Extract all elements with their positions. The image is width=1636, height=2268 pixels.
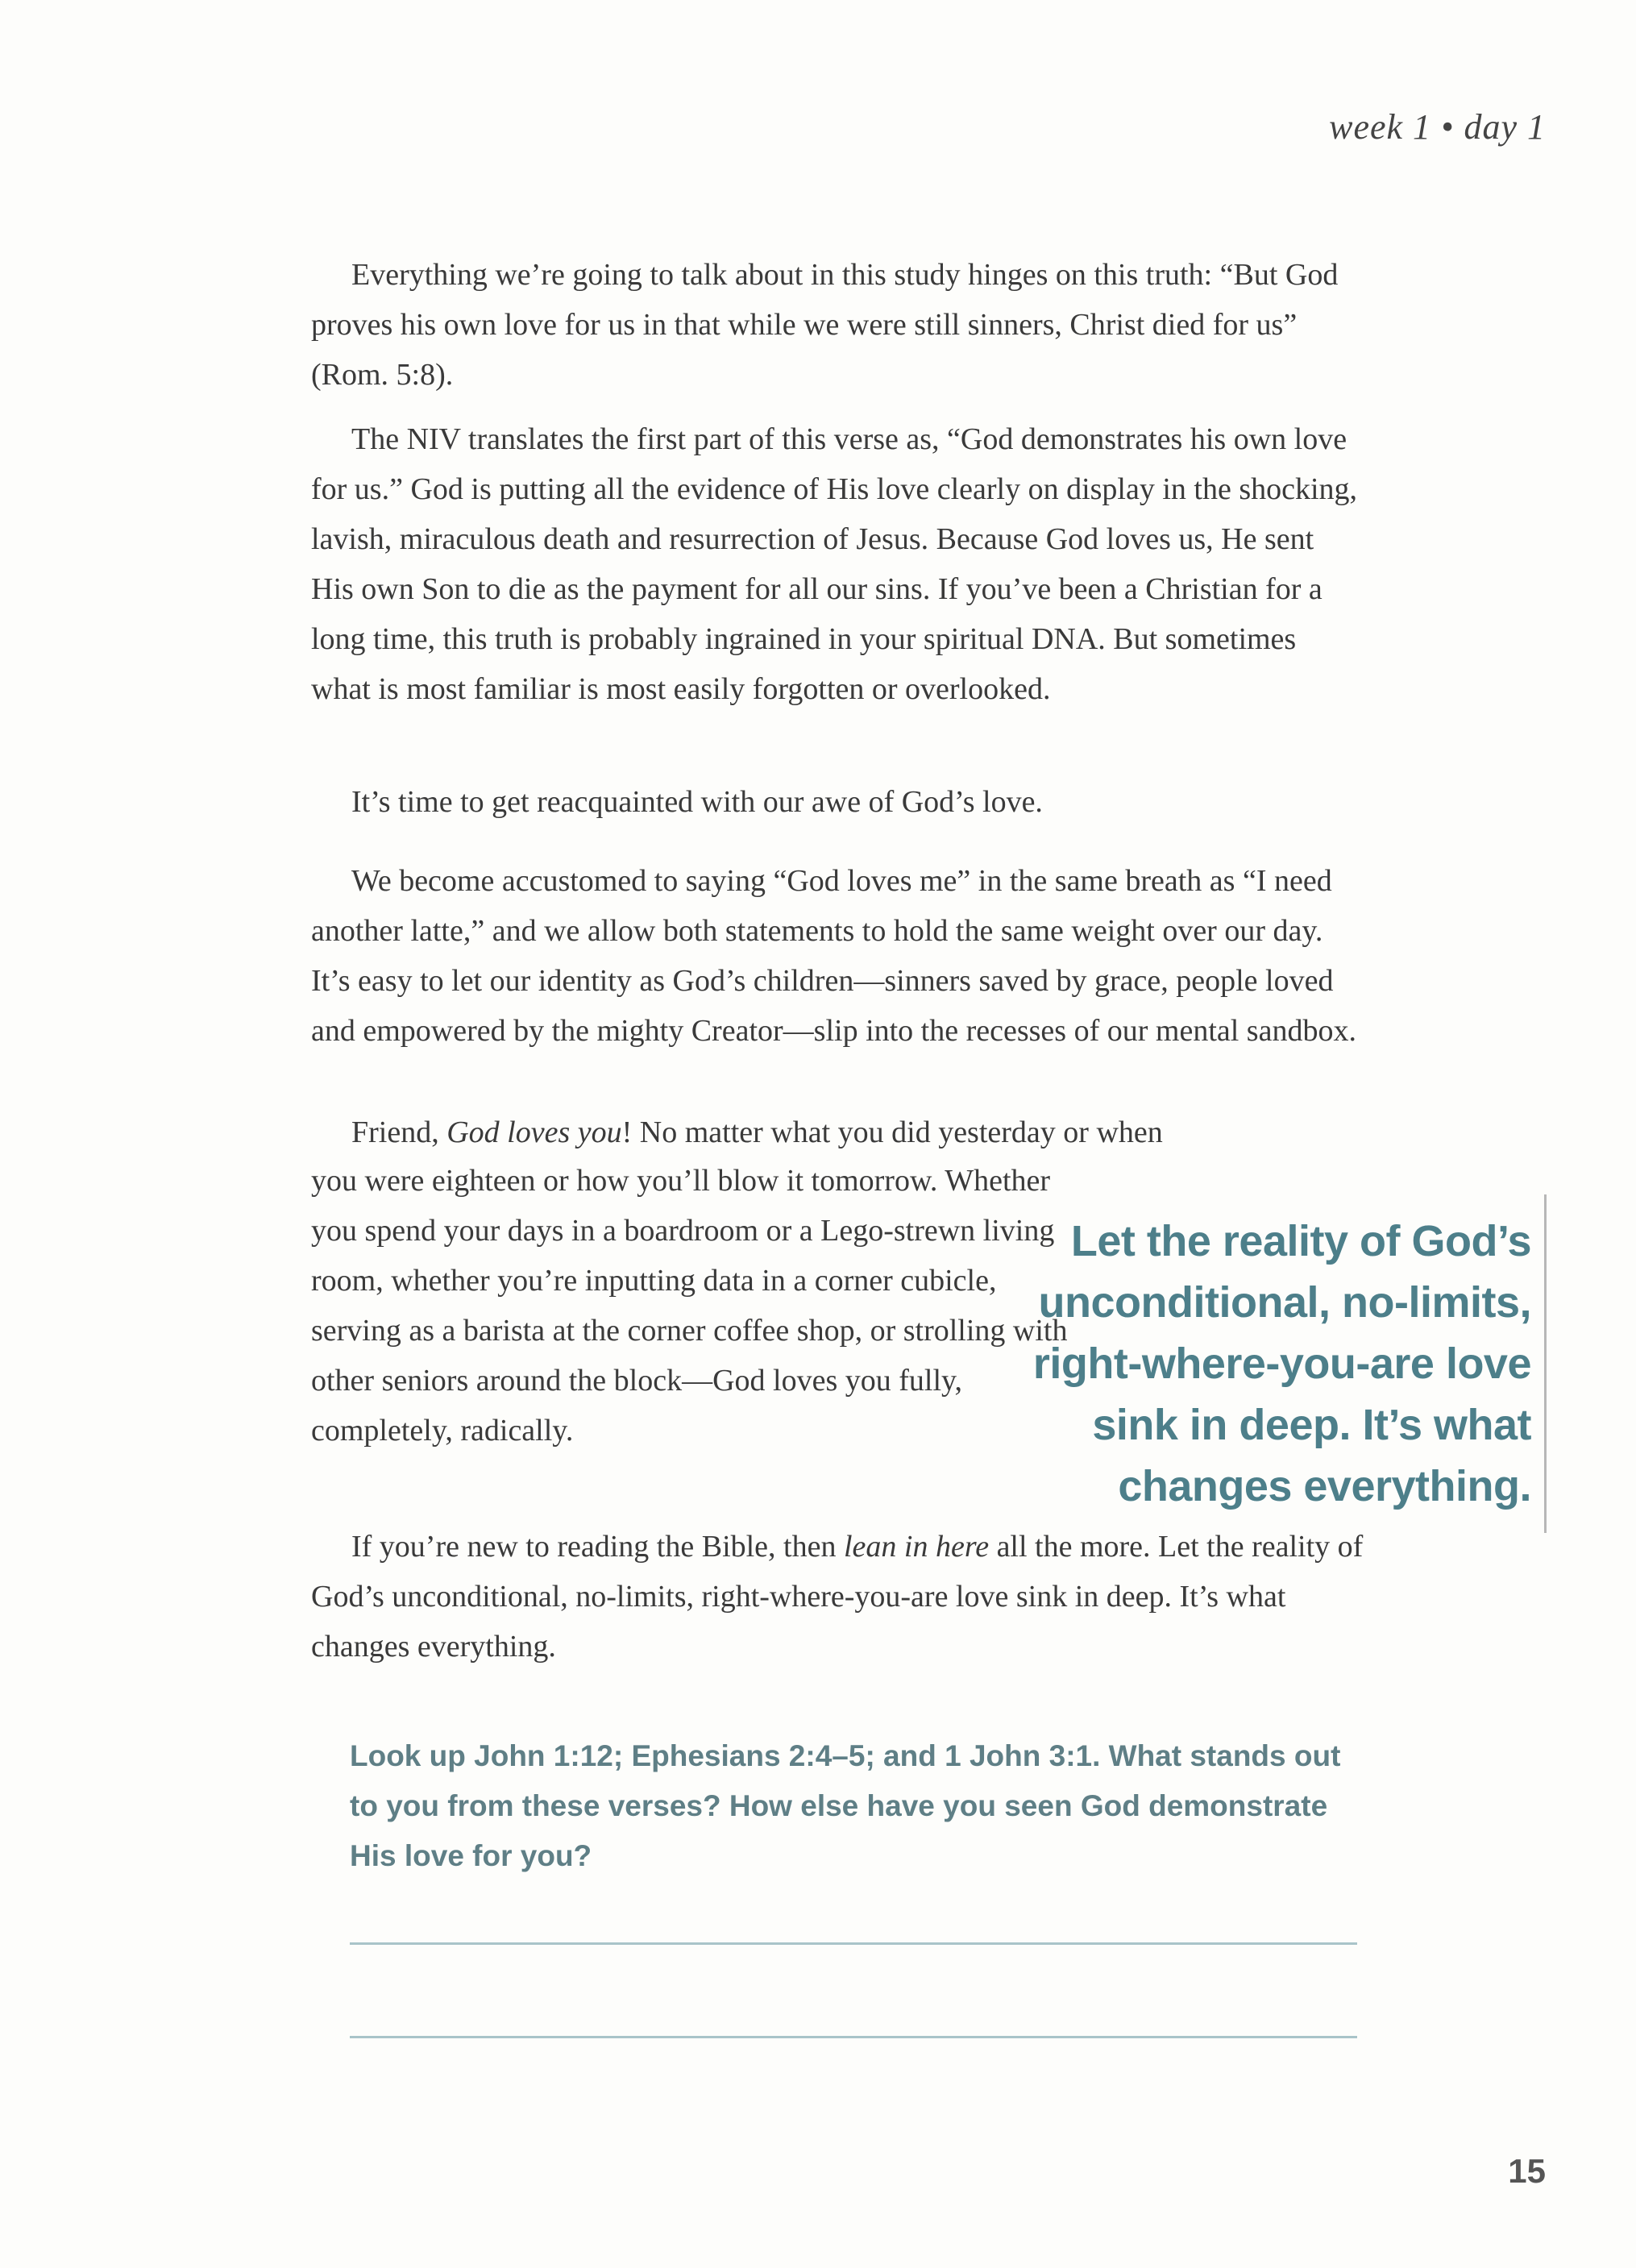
answer-line-1[interactable] bbox=[350, 1942, 1357, 1945]
paragraph-7 bbox=[311, 1522, 1367, 1672]
answer-line-2[interactable] bbox=[350, 2036, 1357, 2038]
paragraph-2-text: The NIV translates the first part of this verse as, “God demonstrates his own love for us.” God is putting all the evidence of His love clearly on display in the shocking, lavish, miraculous death and resurrection of Jesus. Because God loves us, He sent His own Son to die as the payment for all our sins. If you’ve been a Christian for a long time, this truth is probably ingrained in your spiritual DNA. But sometimes what is most familiar is most easily forgotten or overlooked. bbox=[311, 422, 1358, 706]
pullquote-rule bbox=[1544, 1194, 1547, 1533]
paragraph-7-emphasis: lean in here bbox=[843, 1530, 990, 1564]
pullquote: Let the reality of God’s unconditional, no-limits, right-where-you-are love sink in deep. It’s what changes everything. bbox=[1032, 1217, 1531, 1510]
paragraph-3 bbox=[311, 777, 1351, 827]
paragraph-2 bbox=[311, 414, 1359, 714]
paragraph-1 bbox=[311, 250, 1351, 400]
paragraph-5-rest: ! No matter what you did yesterday or when bbox=[621, 1115, 1163, 1149]
paragraph-3-text: It’s time to get reacquainted with our awe of God’s love. bbox=[351, 785, 1043, 819]
paragraph-4-text: We become accustomed to saying “God loves me” in the same breath as “I need another latte,” and we allow both statements to hold the same weight over our day. It’s easy to let our identity as God’s children—sinners saved by grace, people loved and empowered by the mighty Creator—slip into the recesses of our mental sandbox. bbox=[311, 864, 1356, 1048]
paragraph-7-rest: all the more. Let the reality of God’s unconditional, no-limits, right-where-you-are love sink in deep. It’s what changes everything. bbox=[311, 1530, 1364, 1664]
paragraph-1-text: Everything we’re going to talk about in this study hinges on this truth: “But God proves his own love for us in that while we were still sinners, Christ died for us” (Rom. 5:8). bbox=[311, 258, 1339, 392]
page-number: 15 bbox=[1508, 2152, 1546, 2190]
paragraph-5-emphasis: God loves you bbox=[446, 1115, 622, 1149]
paragraph-7-lead: If you’re new to reading the Bible, then bbox=[351, 1530, 844, 1564]
running-head: week 1 • day 1 bbox=[1329, 107, 1546, 147]
paragraph-6: you were eighteen or how you’ll blow it tomorrow. Whether you spend your days in a boardroom or a Lego-strewn living room, whether you’re inputting data in a corner cubicle, serving as a barista at the corner coffee shop, or strolling with other seniors around the block—God loves you fully, completely, radically. bbox=[311, 1164, 1068, 1448]
paragraph-5 bbox=[311, 1107, 1351, 1157]
reflection-prompt: Look up John 1:12; Ephesians 2:4–5; and 1 John 3:1. What stands out to you from these verses? How else have you seen God demonstrate His love for you? bbox=[350, 1739, 1341, 1872]
paragraph-5-lead: Friend, bbox=[351, 1115, 447, 1149]
paragraph-4 bbox=[311, 856, 1367, 1056]
